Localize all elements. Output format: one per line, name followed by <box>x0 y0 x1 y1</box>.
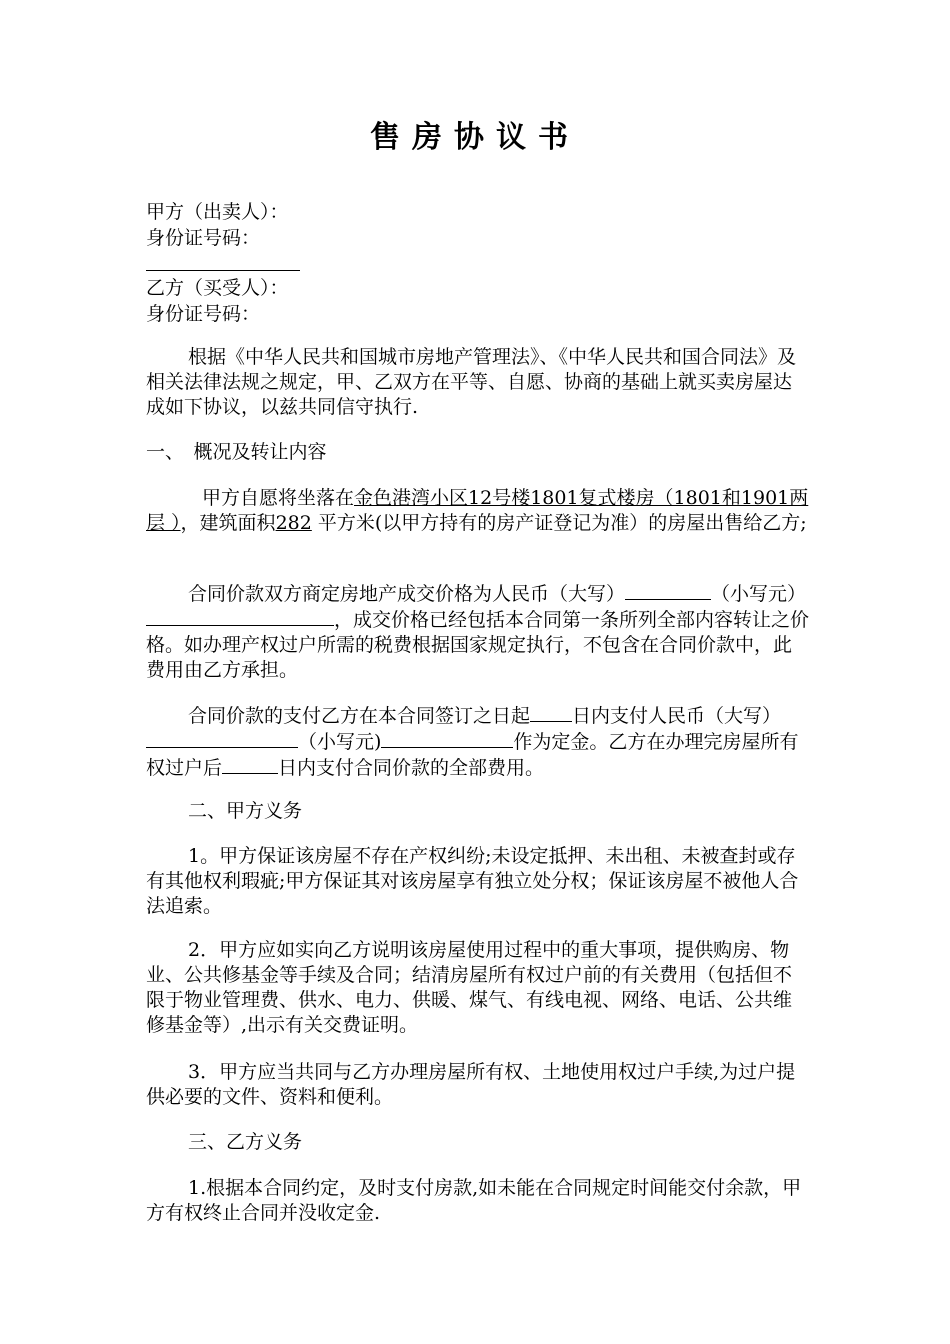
section-3-heading: 三、乙方义务 <box>188 1131 303 1153</box>
section-2-item-2: 2．甲方应如实向乙方说明该房屋使用过程中的重大事项，提供购房、物业、公共修基金等手续及合同；结清房屋所有权过户前的有关费用（包括但不限于物业管理费、供水、电力、供暖、煤气、有线电视、网络、电话、公共维修基金等）,出示有关交费证明。 <box>146 939 793 1036</box>
deposit-text: 作为定金。乙方 <box>513 731 647 753</box>
payment-text-lead: 合同价款的支付乙方在本合同签订之日起 <box>188 705 531 727</box>
party-a-id-blank-line <box>146 270 300 271</box>
preamble-paragraph: 根据《中华人民共和国城市房地产管理法》、《中华人民共和国合同法》及相关法律法规之规定，甲、乙双方在平等、自愿、协商的基础上就买卖房屋达成如下协议，以兹共同信守执行. <box>146 346 797 418</box>
party-a-label: 甲方（出卖人）： <box>146 201 289 223</box>
payment-rmb-label: 日内支付人民币 <box>572 705 706 727</box>
section-1-property-paragraph <box>146 486 810 536</box>
document-title: 售房协议书 <box>370 120 580 155</box>
final-payment-days-blank <box>222 755 278 774</box>
final-payment-lead: 在办理完房屋所有权过户后 <box>146 731 799 779</box>
section-1-heading: 一、 概况及转让内容 <box>146 441 327 463</box>
deposit-uppercase-label: （大写） <box>705 705 782 727</box>
price-lowercase-blank <box>146 607 334 626</box>
price-uppercase-blank <box>625 581 711 600</box>
final-payment-tail: 日内支付合同价款的全部费用。 <box>278 757 545 779</box>
property-text-area-lead: ，建筑面积 <box>180 512 276 534</box>
price-text-tail: ，成交价格已经包括本合同第一条所列全部内容转让之价格。如办理产权过户所需的税费根据国家规定执行，不包含在合同价款中，此费用由乙方承担。 <box>146 609 810 681</box>
section-1-payment-paragraph <box>146 703 810 781</box>
price-lowercase-label: （小写元） <box>711 583 807 605</box>
property-location: 金色港湾小区12号楼1801复式楼房（1801和1901两层 ） <box>146 487 809 534</box>
party-b-id-label: 身份证号码： <box>146 303 261 325</box>
section-2-item-1: 1。甲方保证该房屋不存在产权纠纷;未设定抵押、未出租、未被查封或存有其他权利瑕疵;甲方保证其对该房屋享有独立处分权；保证该房屋不被他人合法追索。 <box>146 845 799 917</box>
payment-days-blank <box>530 703 572 722</box>
party-a-id-label: 身份证号码： <box>146 227 261 249</box>
section-2-heading: 二、甲方义务 <box>188 800 303 822</box>
deposit-lowercase-blank <box>381 729 513 748</box>
section-1-price-paragraph <box>146 581 810 683</box>
deposit-uppercase-blank <box>146 729 298 748</box>
deposit-lowercase-label: （小写元) <box>298 731 382 753</box>
section-3-item-1: 1.根据本合同约定，及时支付房款,如未能在合同规定时间能交付余款，甲方有权终止合同并没收定金. <box>146 1177 802 1224</box>
property-text-lead: 甲方自愿将坐落在 <box>202 487 355 509</box>
property-text-tail: 平方米(以甲方持有的房产证登记为准）的房屋出售给乙方; <box>311 512 807 534</box>
party-b-label: 乙方（买受人）： <box>146 277 289 299</box>
property-area: 282 <box>275 512 312 534</box>
price-text-lead: 合同价款双方商定房地产成交价格为人民币（大写） <box>188 583 626 605</box>
section-2-item-3: 3．甲方应当共同与乙方办理房屋所有权、土地使用权过户手续,为过户提供必要的文件、资料和便利。 <box>146 1061 796 1108</box>
